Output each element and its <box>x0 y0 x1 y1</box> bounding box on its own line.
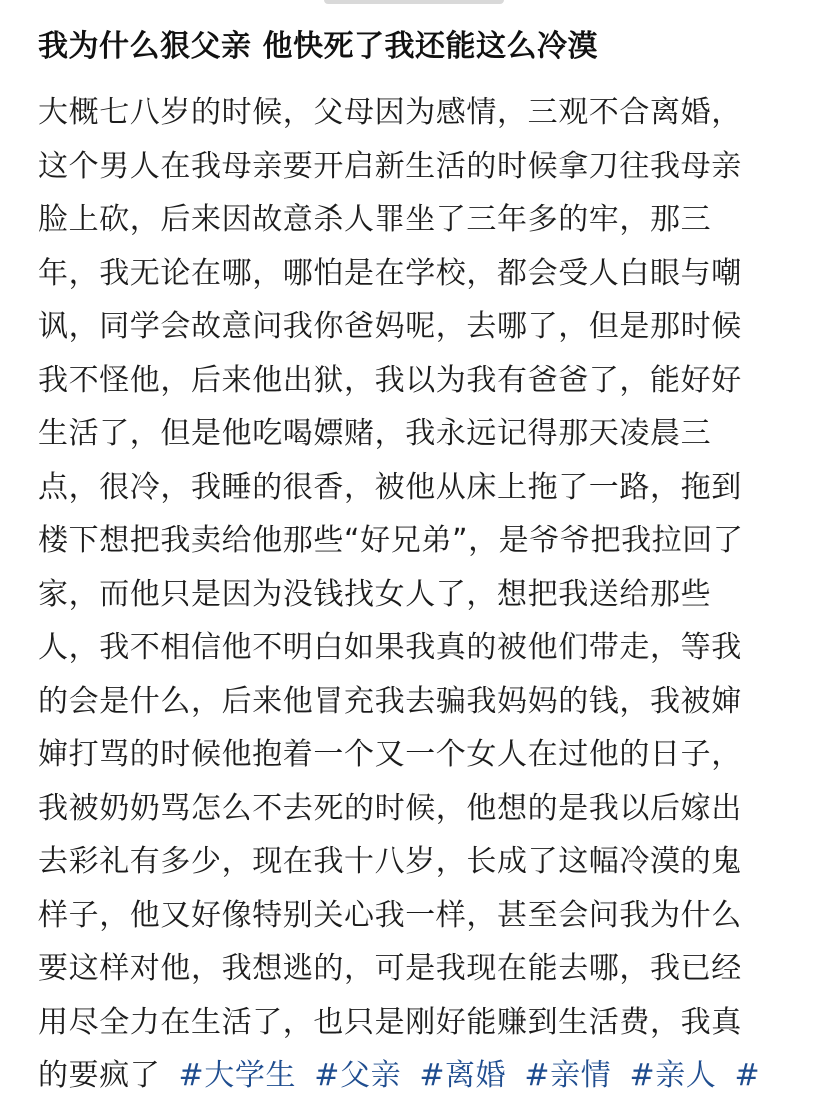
hashtag-link[interactable]: # <box>734 1058 761 1093</box>
post-line: 人，我不相信他不明白如果我真的被他们带走，等我 <box>38 630 742 665</box>
hashtag-link[interactable]: #亲人 <box>629 1058 717 1093</box>
post-line: 用尽全力在生活了，也只是刚好能赚到生活费，我真 <box>38 1004 742 1040</box>
post-content <box>38 22 794 1103</box>
post-line: 这个男人在我母亲要开启新生活的时候拿刀往我母亲 <box>38 148 742 184</box>
post-line: 家，而他只是因为没钱找女人了，想把我送给那些 <box>38 576 712 612</box>
post-line: 生活了，但是他吃喝嫖赌，我永远记得那天凌晨三 <box>38 416 712 451</box>
hashtag-link[interactable]: #离婚 <box>419 1058 507 1093</box>
post-line: 讽，同学会故意问我你爸妈呢，去哪了，但是那时候 <box>38 309 742 344</box>
post-line: 年，我无论在哪，哪怕是在学校，都会受人白眼与嘲 <box>38 255 742 291</box>
post-line: 我被奶奶骂怎么不去死的时候，他想的是我以后嫁出 <box>38 790 742 826</box>
post-line: 样子，他又好像特别关心我一样，甚至会问我为什么 <box>38 897 742 933</box>
post-line: 去彩礼有多少，现在我十八岁，长成了这幅冷漠的鬼 <box>38 844 742 879</box>
post-line: 婶打骂的时候他抱着一个又一个女人在过他的日子， <box>38 737 742 772</box>
post-line: 点，很冷，我睡的很香，被他从床上拖了一路，拖到 <box>38 469 742 505</box>
post-line: 脸上砍，后来因故意杀人罪坐了三年多的牢，那三 <box>38 202 712 237</box>
hashtag-link[interactable]: #大学生 <box>178 1058 297 1093</box>
post-line: 大概七八岁的时候，父母因为感情，三观不合离婚， <box>38 95 742 130</box>
post-line: 的会是什么，后来他冒充我去骗我妈妈的钱，我被婶 <box>38 683 742 719</box>
post-last-line <box>38 1049 794 1103</box>
drag-handle <box>324 0 504 4</box>
post-line: 楼下想把我卖给他那些“好兄弟”，是爷爷把我拉回了 <box>38 523 744 558</box>
post-title: 我为什么狠父亲 他快死了我还能这么冷漠 <box>38 29 598 64</box>
post-body <box>38 86 794 1103</box>
hashtag-link[interactable]: #父亲 <box>314 1058 402 1093</box>
post-line: 我不怪他，后来他出狱，我以为我有爸爸了，能好好 <box>38 362 742 398</box>
hashtag-link[interactable]: #亲情 <box>524 1058 612 1093</box>
post-line: 要这样对他，我想逃的，可是我现在能去哪，我已经 <box>38 951 742 986</box>
post-last-line-text: 的要疯了 <box>38 1058 161 1093</box>
